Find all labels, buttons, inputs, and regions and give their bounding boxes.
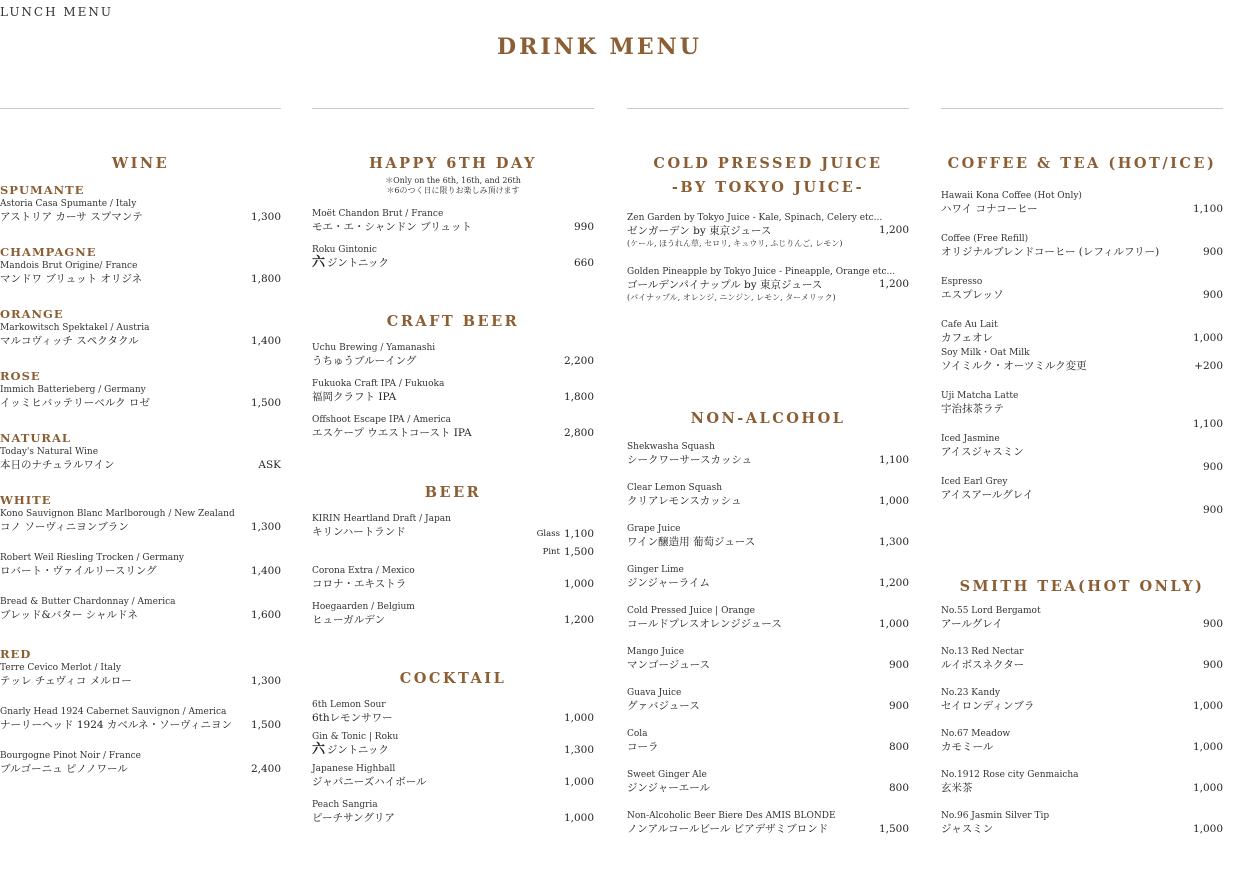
item-english: Cola — [627, 729, 648, 739]
section-title: CRAFT BEER — [386, 313, 520, 330]
roku-logo-icon: 六 — [312, 255, 326, 270]
column-divider — [627, 108, 909, 109]
item-price: 1,600 — [250, 609, 281, 621]
item-japanese: アイスアールグレイ — [941, 489, 1034, 501]
item-english: Gnarly Head 1924 Cabernet Sauvignon / America — [0, 707, 227, 717]
group-title: ORANGE — [0, 307, 64, 321]
item-price: 1,000 — [563, 578, 594, 590]
item-english: No.96 Jasmin Silver Tip — [941, 811, 1050, 821]
item-price: 1,300 — [878, 536, 909, 548]
menu-item — [941, 347, 1223, 373]
item-price: 1,200 — [878, 577, 909, 589]
item-english: Shekwasha Squash — [627, 442, 715, 452]
item-price: 800 — [888, 782, 909, 794]
item-japanese: ピーチサングリア — [312, 812, 395, 824]
menu-item — [0, 552, 281, 578]
wine-group-white — [0, 492, 281, 622]
menu-item — [0, 384, 281, 410]
item-japanese: キリンハートランド — [312, 526, 406, 538]
item-price: 660 — [573, 257, 594, 269]
item-japanese: イッミヒバッテリーベルク ロゼ — [0, 397, 150, 409]
item-price: 1,300 — [250, 521, 281, 533]
menu-item — [0, 322, 281, 348]
item-japanese: ブレッド&バター シャルドネ — [0, 609, 138, 621]
item-english: No.67 Meadow — [941, 729, 1011, 739]
item-japanese: クリアレモンスカッシュ — [627, 495, 742, 507]
group-title: NATURAL — [0, 431, 71, 445]
item-price: 900 — [1202, 504, 1223, 516]
item-english: KIRIN Heartland Draft / Japan — [312, 514, 451, 524]
item-price: 1,300 — [250, 675, 281, 687]
item-price: 1,800 — [250, 273, 281, 285]
item-english: Roku Gintonic — [312, 245, 377, 255]
menu-item — [312, 208, 594, 234]
item-ingredients: (パイナップル, オレンジ, ニンジン, レモン, ターメリック) — [627, 293, 836, 302]
item-english: Today's Natural Wine — [0, 447, 99, 457]
item-japanese: ジンジャーエール — [627, 782, 711, 794]
item-english: Zen Garden by Tokyo Juice - Kale, Spinach, Celery etc... — [627, 213, 883, 223]
section-coffee-tea — [941, 152, 1223, 516]
item-japanese: 六 ジントニック — [312, 742, 389, 757]
section-happy-6th-day — [312, 152, 594, 270]
item-japanese: ルイボスネクター — [941, 659, 1025, 671]
menu-item — [627, 769, 909, 795]
item-english: Astoria Casa Spumante / Italy — [0, 199, 137, 209]
item-english: Mango Juice — [627, 647, 685, 657]
item-price: 900 — [1202, 659, 1223, 671]
item-japanese: ソイミルク・オーツミルク変更 — [941, 360, 1087, 372]
item-english: Uchu Brewing / Yamanashi — [312, 343, 436, 353]
menu-item-kirin — [312, 513, 594, 561]
pint-price: 1,500 — [563, 546, 594, 558]
menu-item — [941, 433, 1223, 473]
item-english: Bread & Butter Chardonnay / America — [0, 597, 176, 607]
item-english: Uji Matcha Latte — [941, 391, 1019, 401]
item-japanese: カモミール — [941, 741, 994, 753]
item-japanese: ゼンガーデン by 東京ジュース — [627, 225, 772, 237]
item-japanese: グァバジュース — [627, 700, 700, 712]
item-english: No.23 Kandy — [941, 688, 1001, 698]
item-price: 1,400 — [250, 335, 281, 347]
item-price: 1,000 — [563, 712, 594, 724]
wine-group-orange — [0, 306, 281, 348]
wine-group-natural — [0, 430, 281, 472]
item-japanese: セイロンディンブラ — [941, 700, 1035, 712]
item-price: 990 — [573, 221, 594, 233]
section-wine — [0, 152, 281, 776]
item-japanese: ブルゴーニュ ピノノワール — [0, 763, 128, 775]
item-english: No.1912 Rose city Genmaicha — [941, 770, 1079, 780]
section-title: WINE — [111, 155, 170, 172]
glass-price: 1,100 — [563, 528, 594, 540]
wine-group-spumante — [0, 182, 281, 224]
section-title: COCKTAIL — [399, 670, 507, 687]
item-japanese: アイスジャスミン — [941, 446, 1024, 458]
item-japanese: コノ ソーヴィニヨンブラン — [0, 521, 129, 533]
item-price: 1,500 — [878, 823, 909, 835]
section-title: BEER — [424, 484, 482, 501]
item-japanese: マンドワ ブリュット オリジネ — [0, 273, 143, 285]
menu-item — [941, 319, 1223, 345]
item-price: 1,200 — [878, 278, 909, 290]
menu-item — [941, 276, 1223, 302]
item-english: Golden Pineapple by Tokyo Juice - Pineapple, Orange etc... — [627, 267, 896, 277]
menu-item — [312, 763, 594, 789]
menu-item — [941, 646, 1223, 672]
section-smith-tea — [941, 575, 1223, 836]
section-title: SMITH TEA(HOT ONLY) — [959, 578, 1205, 595]
item-english: Moët Chandon Brut / France — [312, 209, 444, 219]
menu-item — [627, 810, 909, 836]
menu-item — [312, 342, 594, 368]
item-english: Hoegaarden / Belgium — [312, 602, 415, 612]
item-price: 1,000 — [878, 495, 909, 507]
item-japanese: 六 ジントニック — [312, 255, 389, 270]
menu-item — [0, 750, 281, 776]
item-english: Kono Sauvignon Blanc Marlborough / New Zealand — [0, 509, 235, 519]
item-japanese: ノンアルコールビール ビアデザミブロンド — [627, 823, 829, 835]
item-japanese: ロバート・ヴァイルリースリング — [0, 565, 157, 577]
item-price: 900 — [1202, 289, 1223, 301]
wine-group-red — [0, 646, 281, 776]
column-wine — [0, 0, 281, 871]
section-title: HAPPY 6TH DAY — [369, 155, 537, 172]
group-title: WHITE — [0, 493, 52, 507]
section-title: COLD PRESSED JUICE — [653, 155, 883, 172]
item-english: Japanese Highball — [312, 764, 396, 774]
item-price: 1,000 — [1192, 741, 1223, 753]
item-price: 1,200 — [878, 224, 909, 236]
item-price: 1,500 — [250, 719, 281, 731]
group-title: ROSE — [0, 369, 41, 383]
menu-item — [312, 378, 594, 404]
item-japanese: ジャスミン — [941, 823, 994, 835]
item-japanese: ワイン醸造用 葡萄ジュース — [627, 536, 756, 548]
menu-item — [627, 523, 909, 549]
group-title: CHAMPAGNE — [0, 245, 97, 259]
menu-item — [312, 799, 594, 825]
item-english: Iced Jasmine — [941, 434, 1000, 444]
item-japanese: カフェオレ — [941, 332, 993, 344]
item-english: Bourgogne Pinot Noir / France — [0, 751, 141, 761]
item-english: 6th Lemon Sour — [312, 700, 386, 710]
column-divider — [941, 108, 1223, 109]
item-price: 900 — [1202, 461, 1223, 473]
menu-item — [0, 662, 281, 688]
item-japanese: ナーリーヘッド 1924 カベルネ・ソーヴィニヨン — [0, 719, 232, 731]
item-japanese: テッレ チェヴィコ メルロー — [0, 675, 132, 687]
item-japanese: オリジナルブレンドコーヒー (レフィルフリー) — [941, 246, 1160, 258]
item-english: Coffee (Free Refill) — [941, 234, 1029, 244]
menu-item — [941, 390, 1223, 430]
section-note: ＊Only on the 6th, 16th, and 26th — [385, 176, 521, 185]
item-price: 1,000 — [1192, 823, 1223, 835]
menu-item — [627, 605, 909, 631]
item-english: Non-Alcoholic Beer Biere Des AMIS BLONDE — [627, 811, 836, 821]
section-craft-beer — [312, 310, 594, 440]
item-japanese: ジャパニーズハイボール — [312, 776, 427, 788]
column-divider — [312, 108, 594, 109]
menu-item — [627, 441, 909, 467]
item-english: Peach Sangria — [312, 800, 378, 810]
item-price: 1,000 — [1192, 332, 1223, 344]
item-english: Soy Milk・Oat Milk — [941, 348, 1030, 358]
item-japanese: ゴールデンパイナップル by 東京ジュース — [627, 279, 823, 291]
pint-price-line — [312, 543, 594, 561]
item-english: Sweet Ginger Ale — [627, 770, 707, 780]
section-title: COFFEE & TEA (HOT/ICE) — [947, 155, 1217, 172]
item-english: Guava Juice — [627, 688, 682, 698]
item-price: 1,300 — [250, 211, 281, 223]
item-english: No.13 Red Nectar — [941, 647, 1024, 657]
menu-item — [627, 728, 909, 754]
item-english: Gin & Tonic | Roku — [312, 732, 399, 742]
item-japanese: マルコヴィッチ スペクタクル — [0, 335, 139, 347]
menu-item — [941, 233, 1223, 259]
item-japanese: マンゴージュース — [627, 659, 711, 671]
item-price: 2,400 — [250, 763, 281, 775]
menu-item — [312, 699, 594, 725]
column-juice-nonalcohol — [627, 0, 909, 871]
item-japanese: アールグレイ — [941, 618, 1003, 630]
group-title: SPUMANTE — [0, 183, 85, 197]
column-beer-cocktail — [312, 0, 594, 871]
item-english: Espresso — [941, 277, 983, 287]
item-english: Hawaii Kona Coffee (Hot Only) — [941, 191, 1082, 201]
menu-item — [941, 605, 1223, 631]
item-english: Mandois Brut Origine/ France — [0, 261, 138, 271]
section-title: NON-ALCOHOL — [690, 410, 846, 427]
glass-label: Glass — [536, 529, 560, 539]
item-english: Iced Earl Grey — [941, 477, 1008, 487]
item-japanese: うちゅうブルーイング — [312, 355, 417, 367]
section-note: ＊6のつく日に限りお楽しみ頂けます — [386, 186, 520, 195]
item-japanese: ハワイ コナコーヒー — [941, 203, 1038, 215]
item-english: Cold Pressed Juice | Orange — [627, 606, 756, 616]
wine-group-champagne — [0, 244, 281, 286]
item-japanese: エスプレッソ — [941, 289, 1004, 301]
item-english: Robert Weil Riesling Trocken / Germany — [0, 553, 184, 563]
menu-item — [312, 731, 594, 757]
item-japanese: エスケープ ウエストコースト IPA — [312, 427, 472, 439]
item-price: 1,000 — [563, 776, 594, 788]
menu-item — [0, 260, 281, 286]
item-japanese: コロナ・エキストラ — [312, 578, 407, 590]
menu-item — [627, 646, 909, 672]
menu-item — [312, 244, 594, 270]
item-price: +200 — [1194, 360, 1223, 372]
item-price: 1,100 — [1192, 203, 1223, 215]
menu-item — [941, 476, 1223, 516]
item-price: 1,000 — [1192, 700, 1223, 712]
menu-item — [627, 482, 909, 508]
item-price: 2,200 — [563, 355, 594, 367]
item-english: Terre Cevico Merlot / Italy — [0, 663, 121, 673]
item-japanese: コールドプレスオレンジジュース — [627, 618, 782, 630]
menu-item — [312, 414, 594, 440]
item-price: 1,400 — [250, 565, 281, 577]
menu-item — [627, 564, 909, 590]
item-price: 1,200 — [563, 614, 594, 626]
menu-item — [0, 508, 281, 534]
item-price: 900 — [888, 700, 909, 712]
item-japanese: シークワーサースカッシュ — [627, 454, 753, 466]
item-price: 2,800 — [563, 427, 594, 439]
menu-item — [941, 687, 1223, 713]
item-english: Markowitsch Spektakel / Austria — [0, 323, 150, 333]
section-subtitle: -BY TOKYO JUICE- — [671, 179, 865, 196]
menu-item — [627, 212, 909, 250]
roku-logo-icon: 六 — [312, 742, 326, 757]
menu-item — [941, 190, 1223, 216]
item-japanese: 6thレモンサワー — [312, 712, 393, 724]
menu-item — [941, 769, 1223, 795]
group-title: RED — [0, 647, 32, 661]
item-japanese: アストリア カーサ スプマンテ — [0, 211, 143, 223]
pint-label: Pint — [542, 547, 560, 557]
item-price: ASK — [258, 459, 281, 471]
item-price: 1,000 — [563, 812, 594, 824]
item-japanese: コーラ — [627, 741, 659, 753]
item-english: Ginger Lime — [627, 565, 684, 575]
item-japanese: 福岡クラフト IPA — [312, 391, 397, 403]
section-beer — [312, 481, 594, 627]
menu-item — [0, 198, 281, 224]
page-title: DRINK MENU — [497, 34, 702, 60]
menu-item — [627, 266, 909, 304]
item-japanese: ジンジャーライム — [627, 577, 710, 589]
wine-group-rose — [0, 368, 281, 410]
section-non-alcohol — [627, 407, 909, 836]
menu-item — [312, 565, 594, 591]
menu-item — [312, 601, 594, 627]
menu-item — [0, 446, 281, 472]
item-price: 800 — [888, 741, 909, 753]
menu-item — [941, 810, 1223, 836]
item-english: Offshoot Escape IPA / America — [312, 415, 452, 425]
item-price: 1,000 — [878, 618, 909, 630]
item-japanese: 玄米茶 — [941, 782, 973, 794]
item-price: 900 — [1202, 246, 1223, 258]
item-price: 1,100 — [1192, 418, 1223, 430]
item-english: Corona Extra / Mexico — [312, 566, 415, 576]
item-english: Immich Batterieberg / Germany — [0, 385, 146, 395]
menu-item — [0, 596, 281, 622]
item-price: 900 — [888, 659, 909, 671]
menu-item — [941, 728, 1223, 754]
section-cold-pressed-juice — [627, 152, 909, 304]
menu-item — [0, 706, 281, 732]
column-divider — [0, 108, 281, 109]
item-ingredients: (ケール, ほうれん草, セロリ, キュウリ, ふじりんご, レモン) — [627, 239, 843, 248]
item-japanese: 宇治抹茶ラテ — [941, 403, 1004, 415]
item-english: Cafe Au Lait — [941, 320, 998, 330]
item-price: 1,500 — [250, 397, 281, 409]
item-price: 1,100 — [878, 454, 909, 466]
section-cocktail — [312, 667, 594, 825]
column-coffee-tea — [941, 0, 1223, 871]
item-english: Fukuoka Craft IPA / Fukuoka — [312, 379, 445, 389]
item-english: Clear Lemon Squash — [627, 483, 723, 493]
item-price: 1,000 — [1192, 782, 1223, 794]
item-japanese: 本日のナチュラルワイン — [0, 459, 115, 471]
item-english: No.55 Lord Bergamot — [941, 606, 1041, 616]
item-japanese: ヒューガルデン — [312, 614, 386, 626]
item-price: 1,300 — [563, 744, 594, 756]
item-english: Grape Juice — [627, 524, 681, 534]
menu-item — [627, 687, 909, 713]
item-price: 1,800 — [563, 391, 594, 403]
item-price: 900 — [1202, 618, 1223, 630]
item-japanese: モエ・エ・シャンドン ブリュット — [312, 221, 472, 233]
lunch-menu-label: LUNCH MENU — [0, 5, 114, 19]
